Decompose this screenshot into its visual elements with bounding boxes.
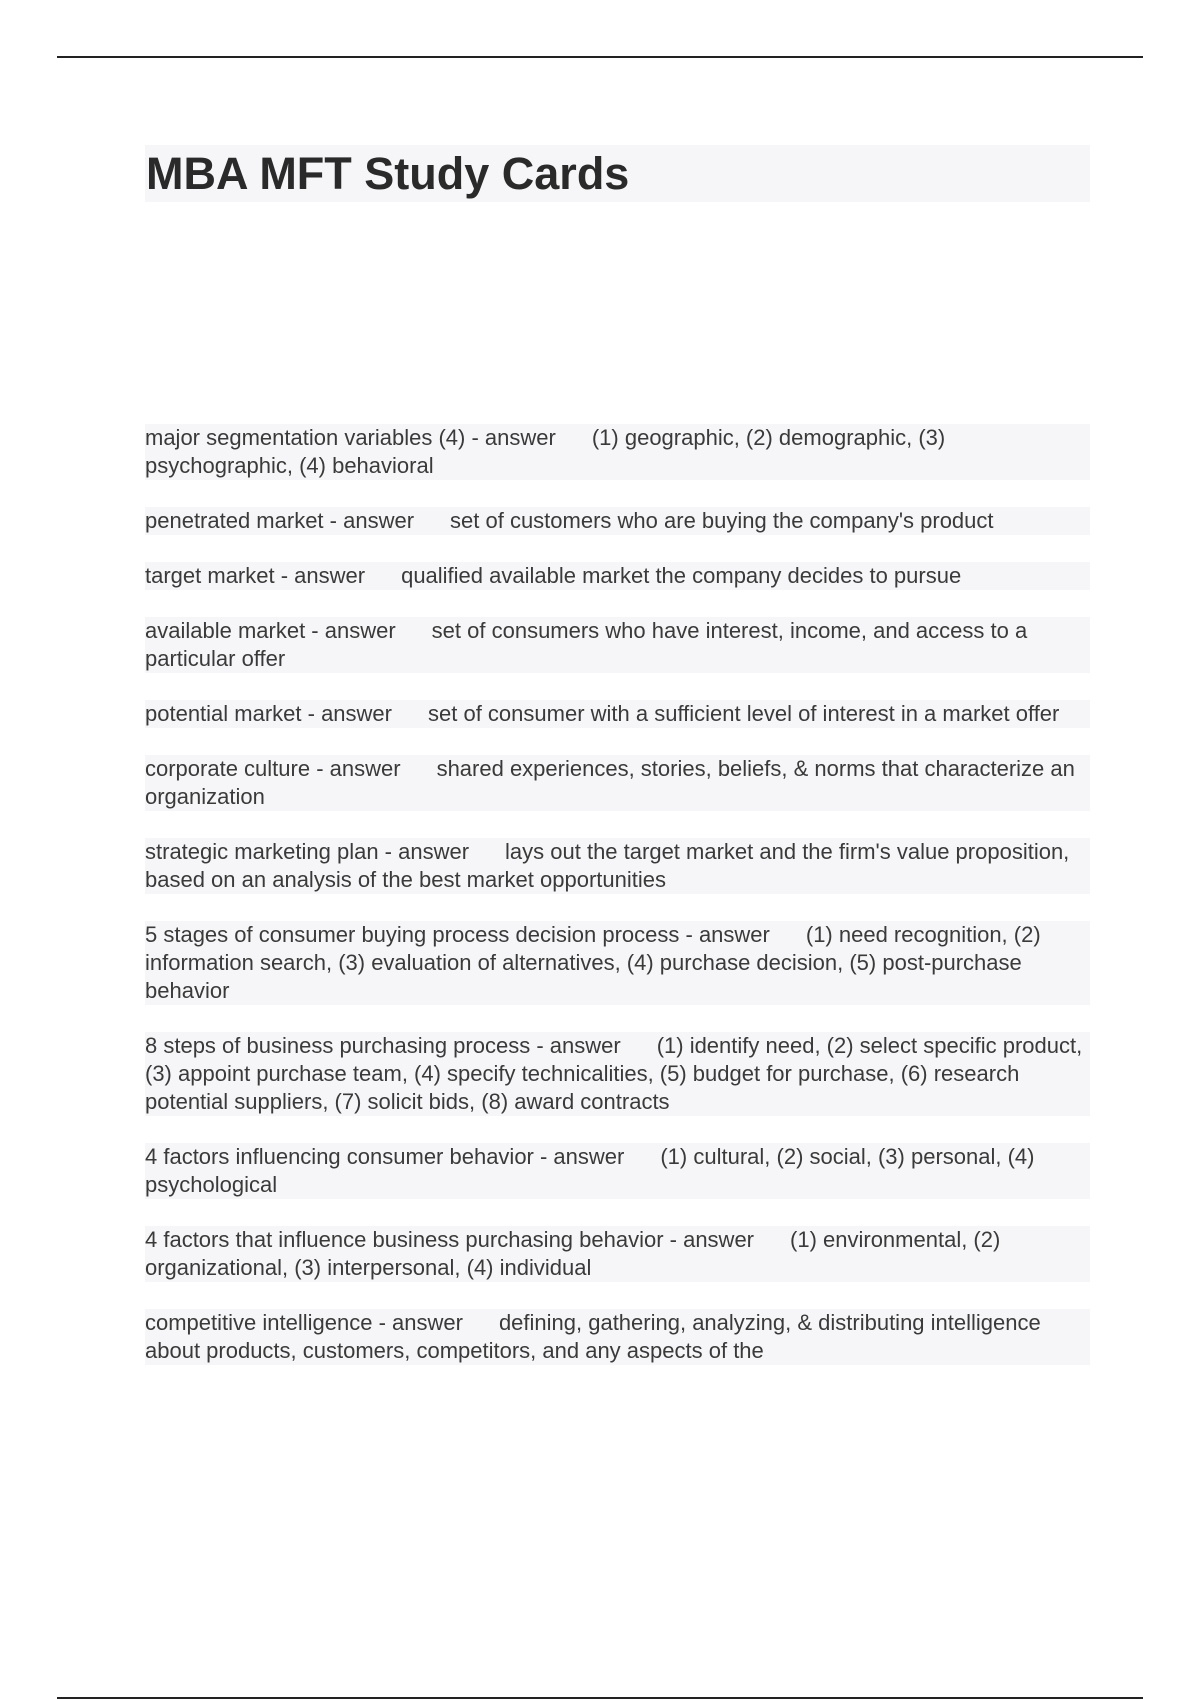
card-definition: (1) environmental, (2) organizational, (3) interpersonal, (4) individual — [145, 1227, 1001, 1280]
study-card — [145, 424, 1090, 480]
card-definition: (1) cultural, (2) social, (3) personal, (4) psychological — [145, 1144, 1035, 1197]
study-card — [145, 1032, 1090, 1116]
card-definition: (1) need recognition, (2) information search, (3) evaluation of alternatives, (4) purchase decision, (5) post-purchase behavior — [145, 922, 1041, 1003]
top-rule — [57, 56, 1143, 58]
card-definition: set of customers who are buying the company's product — [450, 508, 994, 533]
study-card — [145, 507, 1090, 535]
card-term: 4 factors influencing consumer behavior - answer — [145, 1144, 625, 1169]
card-term: 5 stages of consumer buying process decision process - answer — [145, 922, 770, 947]
study-card — [145, 617, 1090, 673]
study-card-list — [145, 424, 1090, 1392]
card-definition: (1) geographic, (2) demographic, (3) psychographic, (4) behavioral — [145, 425, 946, 478]
study-card — [145, 838, 1090, 894]
card-definition: lays out the target market and the firm's value proposition, based on an analysis of the best market opportunities — [145, 839, 1070, 892]
study-card — [145, 1226, 1090, 1282]
study-card — [145, 921, 1090, 1005]
card-definition: defining, gathering, analyzing, & distributing intelligence about products, customers, competitors, and any aspects of the — [145, 1310, 1041, 1363]
card-term: 8 steps of business purchasing process - answer — [145, 1033, 621, 1058]
study-card — [145, 1309, 1090, 1365]
card-term: available market - answer — [145, 618, 396, 643]
study-card — [145, 755, 1090, 811]
card-term: target market - answer — [145, 563, 366, 588]
study-card — [145, 700, 1090, 728]
card-term: major segmentation variables (4) - answer — [145, 425, 556, 450]
study-card — [145, 562, 1090, 590]
card-definition: set of consumers who have interest, income, and access to a particular offer — [145, 618, 1028, 671]
page-title: MBA MFT Study Cards — [146, 148, 630, 199]
card-term: corporate culture - answer — [145, 756, 401, 781]
card-term: strategic marketing plan - answer — [145, 839, 470, 864]
card-term: 4 factors that influence business purchasing behavior - answer — [145, 1227, 755, 1252]
card-term: penetrated market - answer — [145, 508, 415, 533]
card-definition: (1) identify need, (2) select specific product, (3) appoint purchase team, (4) specify technicalities, (5) budget for purchase, (6) research potential suppliers, (7) solicit bids, (8) award contracts — [145, 1033, 1083, 1114]
card-term: potential market - answer — [145, 701, 392, 726]
card-definition: set of consumer with a sufficient level of interest in a market offer — [428, 701, 1060, 726]
card-definition: qualified available market the company decides to pursue — [401, 563, 962, 588]
card-term: competitive intelligence - answer — [145, 1310, 463, 1335]
card-definition: shared experiences, stories, beliefs, & norms that characterize an organization — [145, 756, 1075, 809]
title-block — [145, 145, 1090, 202]
study-card — [145, 1143, 1090, 1199]
bottom-rule — [57, 1697, 1143, 1699]
